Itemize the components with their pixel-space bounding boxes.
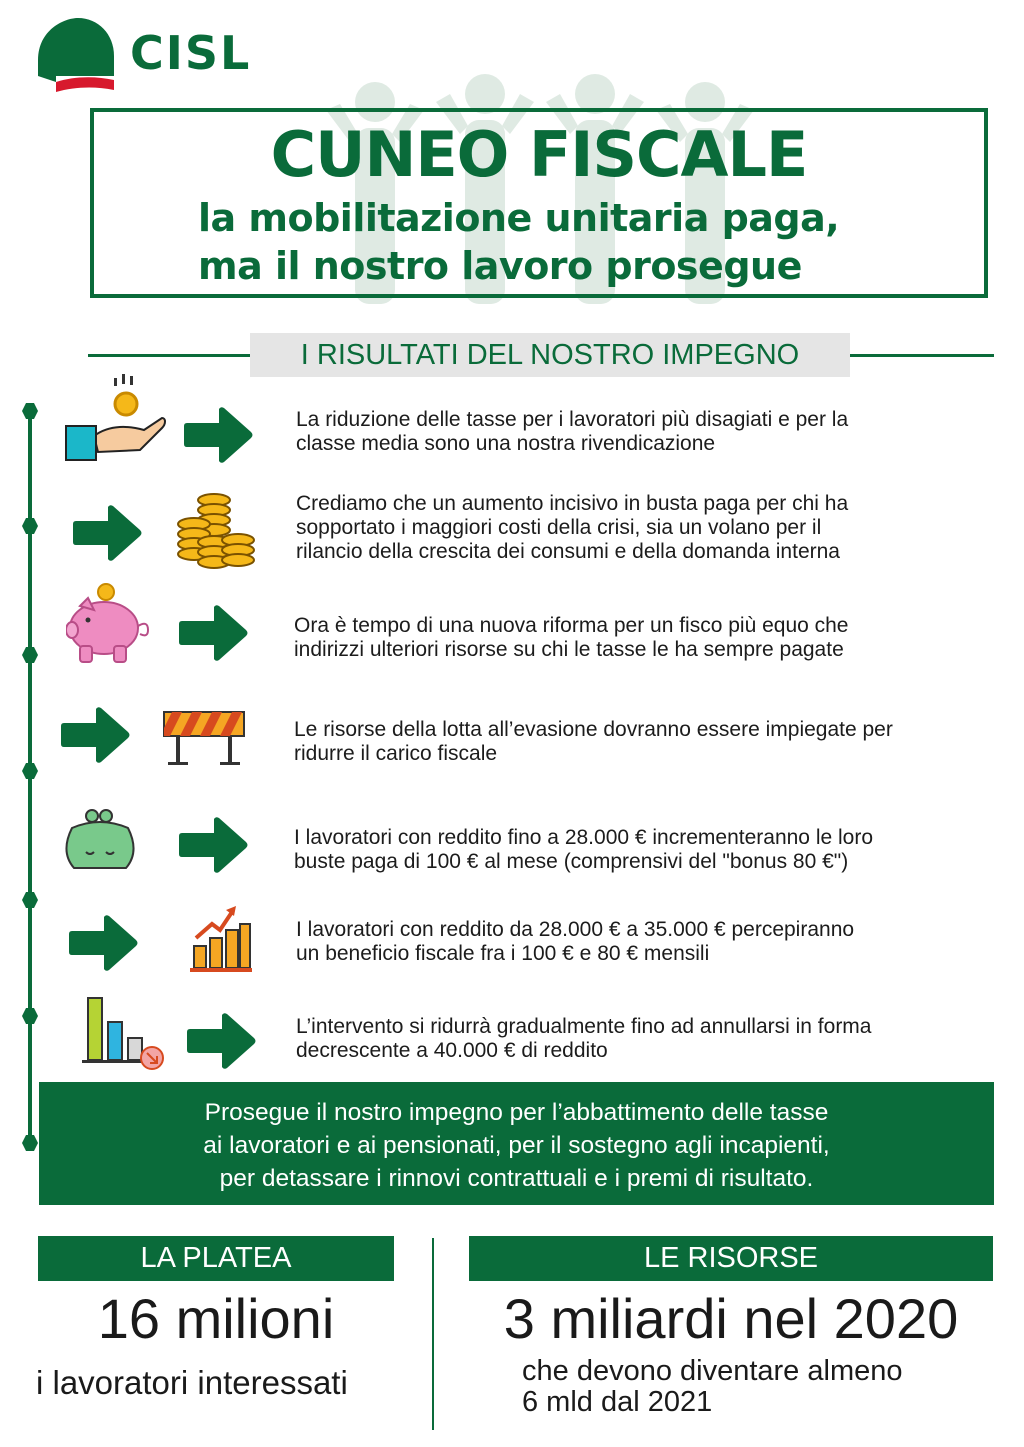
item-text: I lavoratori con reddito da 28.000 € a 35.000 € percepiranno un beneficio fiscale fra i 100 € e 80 € mensili <box>296 918 855 965</box>
page-title: CUNEO FISCALE <box>270 118 808 191</box>
platea-heading: LA PLATEA <box>38 1236 394 1281</box>
timeline-dot <box>22 1135 38 1151</box>
item-text: La riduzione delle tasse per i lavoratori più disagiati e per la classe media sono una nostra rivendicazione <box>296 408 849 455</box>
right-arrow-icon <box>72 504 144 562</box>
stats-divider <box>432 1238 434 1430</box>
platea-caption: i lavoratori interessati <box>36 1364 348 1401</box>
risorse-heading: LE RISORSE <box>469 1236 993 1281</box>
right-arrow-icon <box>178 816 250 874</box>
timeline-dot <box>22 403 38 419</box>
section-rule-left <box>88 354 250 357</box>
item-text: Le risorse della lotta all’evasione dovranno essere impiegate per ridurre il carico fiscale <box>294 718 893 765</box>
subtitle-line-2: ma il nostro lavoro prosegue <box>198 244 802 288</box>
coin-stacks-icon <box>174 490 256 570</box>
timeline-dot <box>22 892 38 908</box>
cisl-wordmark: CISL <box>130 26 252 80</box>
subtitle-line-1: la mobilitazione unitaria paga, <box>198 196 840 240</box>
platea-value: 16 milioni <box>97 1287 335 1350</box>
right-arrow-icon <box>178 604 250 662</box>
banner-line: per detassare i rinnovi contrattuali e i premi di risultato. <box>219 1165 814 1192</box>
section-heading: I RISULTATI DEL NOSTRO IMPEGNO <box>250 333 850 377</box>
road-barrier-icon <box>162 708 246 768</box>
right-arrow-icon <box>60 706 132 764</box>
piggy-bank-icon <box>66 582 154 664</box>
banner-line: Prosegue il nostro impegno per l’abbattimento delle tasse <box>204 1099 829 1126</box>
risorse-value: 3 miliardi nel 2020 <box>503 1287 959 1350</box>
timeline-dot <box>22 647 38 663</box>
cisl-logo-mark <box>34 16 124 96</box>
commitment-banner <box>39 1082 994 1205</box>
coin-purse-icon <box>60 808 140 874</box>
right-arrow-icon <box>68 914 140 972</box>
section-rule-right <box>850 354 994 357</box>
decline-chart-icon <box>82 996 168 1074</box>
banner-line: ai lavoratori e ai pensionati, per il sostegno agli incapienti, <box>203 1132 830 1159</box>
item-text: Crediamo che un aumento incisivo in busta paga per chi ha sopportato i maggiori costi della crisi, sia un volano per il rilancio della crescita dei consumi e della domanda interna <box>296 492 849 563</box>
cisl-logo <box>34 16 274 96</box>
item-text: I lavoratori con reddito fino a 28.000 € incrementeranno le loro buste paga di 100 € al mese (comprensivi del "bonus 80 €") <box>294 826 874 873</box>
hand-coin-icon <box>64 374 166 466</box>
risorse-caption: che devono diventare almeno 6 mld dal 2021 <box>522 1355 903 1418</box>
item-text: L’intervento si ridurrà gradualmente fino ad annullarsi in forma decrescente a 40.000 € di reddito <box>296 1015 872 1062</box>
right-arrow-icon <box>186 1012 258 1070</box>
growth-chart-icon <box>188 902 252 976</box>
timeline-dot <box>22 518 38 534</box>
timeline-dot <box>22 1008 38 1024</box>
item-text: Ora è tempo di una nuova riforma per un fisco più equo che indirizzi ulteriori risorse su chi le tasse le ha sempre pagate <box>294 614 849 661</box>
right-arrow-icon <box>183 406 255 464</box>
timeline-dot <box>22 763 38 779</box>
